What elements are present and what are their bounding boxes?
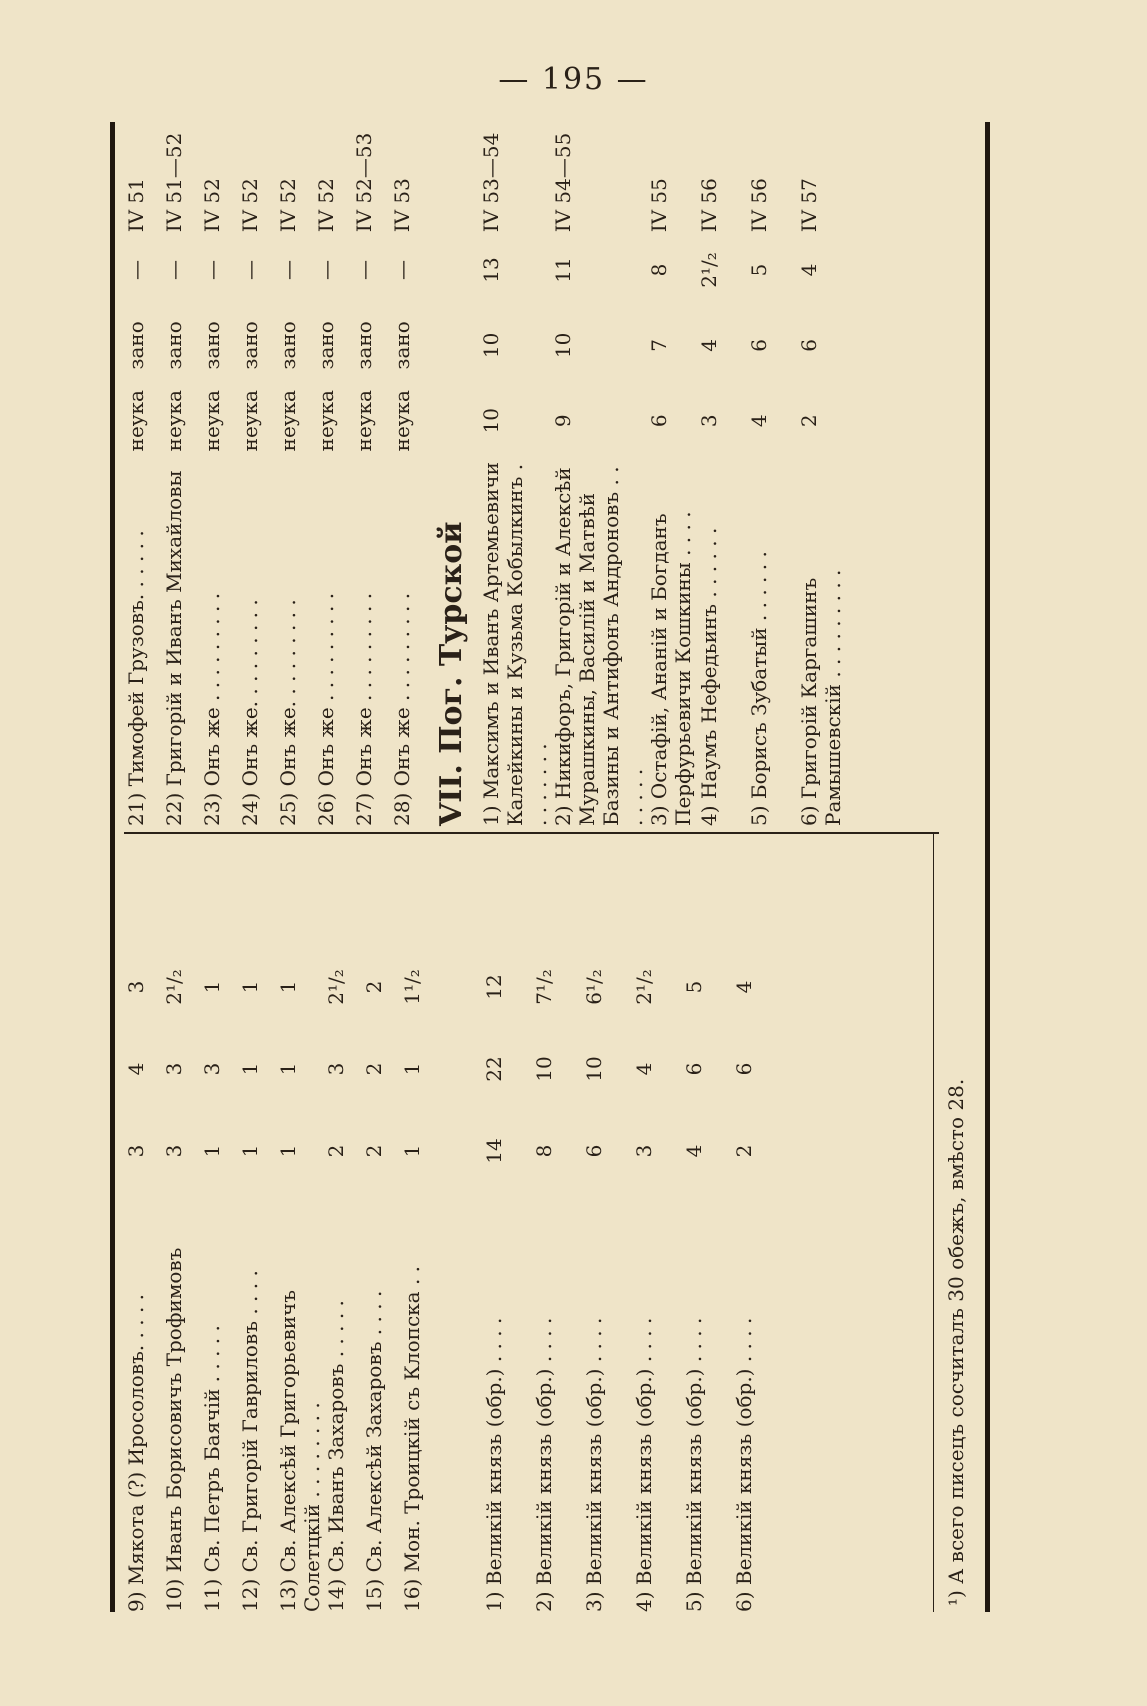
- row-reference: IV 54—55: [551, 132, 575, 233]
- row-value-2: 10: [479, 332, 503, 359]
- table-row: [482, 840, 532, 1612]
- row-value-3: 7¹/₂: [532, 969, 556, 1005]
- table-row: [362, 840, 400, 1612]
- row-value-2: 1: [276, 1062, 300, 1076]
- row-value-3: —: [200, 259, 224, 280]
- table-row: [479, 122, 551, 826]
- table-row: [238, 122, 276, 826]
- row-value-1: неука: [124, 390, 148, 452]
- table-row: [400, 840, 438, 1612]
- row-name: 24) Онъ же. . . . . . . . .: [238, 599, 262, 826]
- row-name: 4) Великій князь (обр.) . . . .: [632, 1317, 656, 1612]
- row-reference: IV 51: [124, 178, 148, 233]
- row-name: 21) Тимофей Грузовъ. . . . . .: [124, 530, 148, 826]
- row-value-1: 3: [632, 1144, 656, 1158]
- row-value-3: 5: [682, 980, 706, 994]
- table-row: [162, 122, 200, 826]
- row-value-3: 5: [747, 263, 771, 277]
- row-value-3: —: [314, 259, 338, 280]
- table-row: [238, 840, 276, 1612]
- row-name: 3) Остафій, Ананій и Богданъ Перфурьевичи Кошкины . . . .: [647, 511, 695, 826]
- left-half-table: [124, 840, 782, 1612]
- row-reference: IV 52: [314, 178, 338, 233]
- row-value-2: 4: [124, 1062, 148, 1076]
- table-row: [582, 840, 632, 1612]
- row-value-3: —: [276, 259, 300, 280]
- row-name: 23) Онъ же . . . . . . . . .: [200, 592, 224, 826]
- row-name: 5) Борисъ Зубатый . . . . . .: [747, 551, 771, 826]
- row-value-2: зано: [238, 321, 262, 370]
- row-value-1: неука: [238, 390, 262, 452]
- row-value-2: 7: [647, 338, 671, 352]
- table-row: [682, 840, 732, 1612]
- row-value-3: 2: [362, 980, 386, 994]
- row-value-2: 3: [162, 1062, 186, 1076]
- table-row: [747, 122, 797, 826]
- row-value-3: 8: [647, 263, 671, 277]
- row-value-2: 10: [551, 332, 575, 359]
- row-reference: IV 57: [797, 178, 821, 233]
- row-value-3: 1: [200, 980, 224, 994]
- row-reference: IV 55: [647, 178, 671, 233]
- right-half-table: [124, 122, 847, 826]
- row-value-2: 6: [682, 1062, 706, 1076]
- row-value-2: 1: [238, 1062, 262, 1076]
- row-value-1: 4: [682, 1144, 706, 1158]
- row-value-3: 1: [238, 980, 262, 994]
- row-name: 1) Великій князь (обр.) . . . .: [482, 1317, 506, 1612]
- row-reference: IV 52—53: [352, 132, 376, 233]
- row-name: 26) Онъ же . . . . . . . . .: [314, 592, 338, 826]
- row-value-2: 6: [797, 338, 821, 352]
- row-name: 2) Великій князь (обр.) . . . .: [532, 1317, 556, 1612]
- row-value-2: 22: [482, 1056, 506, 1082]
- rotated-table: [110, 122, 990, 1612]
- row-name: 6) Великій князь (обр.) . . . .: [732, 1317, 756, 1612]
- row-value-2: 4: [632, 1062, 656, 1076]
- row-name: 13) Св. Алексѣй Григорьевичъ Солетцкій . . . . . . . .: [276, 1290, 324, 1612]
- row-value-2: зано: [124, 321, 148, 370]
- row-value-3: 1¹/₂: [400, 969, 424, 1005]
- table-row: [352, 122, 390, 826]
- row-value-2: 10: [582, 1056, 606, 1082]
- table-row: [390, 122, 428, 826]
- row-reference: IV 52: [200, 178, 224, 233]
- row-value-1: 2: [324, 1144, 348, 1158]
- row-value-1: неука: [162, 390, 186, 452]
- row-value-3: 2¹/₂: [162, 969, 186, 1005]
- row-value-1: 3: [124, 1144, 148, 1158]
- row-name: 9) Мякота (?) Иросоловъ. . . . .: [124, 1293, 148, 1612]
- row-value-1: неука: [276, 390, 300, 452]
- table-row: [276, 840, 324, 1612]
- row-value-3: 4: [797, 263, 821, 277]
- row-value-2: 3: [324, 1062, 348, 1076]
- row-name: 28) Онъ же . . . . . . . . .: [390, 592, 414, 826]
- row-value-1: 10: [479, 407, 503, 434]
- footnote: ¹) А всего писецъ сосчиталъ 30 обежъ, вмѣсто 28.: [944, 1078, 968, 1606]
- table-row: [632, 840, 682, 1612]
- table-row: [697, 122, 747, 826]
- row-name: 3) Великій князь (обр.) . . . .: [582, 1317, 606, 1612]
- row-value-3: 2¹/₂: [324, 969, 348, 1005]
- row-name: 16) Мон. Троицкій съ Клопска . .: [400, 1265, 424, 1612]
- row-name: 5) Великій князь (обр.) . . . .: [682, 1317, 706, 1612]
- row-value-1: 4: [747, 414, 771, 428]
- row-value-1: неука: [200, 390, 224, 452]
- row-value-1: 1: [238, 1144, 262, 1158]
- row-reference: IV 52: [238, 178, 262, 233]
- row-value-1: 14: [482, 1138, 506, 1164]
- row-value-3: 13: [479, 257, 503, 283]
- row-value-3: 2¹/₂: [632, 969, 656, 1005]
- row-value-2: зано: [162, 321, 186, 370]
- row-value-1: 9: [551, 414, 575, 428]
- row-reference: IV 56: [747, 178, 771, 233]
- row-value-1: 1: [400, 1144, 424, 1158]
- row-value-1: неука: [314, 390, 338, 452]
- row-value-3: —: [352, 259, 376, 280]
- row-value-3: 12: [482, 974, 506, 1000]
- row-value-1: 1: [276, 1144, 300, 1158]
- row-value-3: —: [162, 259, 186, 280]
- row-value-1: 1: [200, 1144, 224, 1158]
- row-value-1: 3: [697, 414, 721, 428]
- row-name: 14) Св. Иванъ Захаровъ . . . . .: [324, 1300, 348, 1612]
- row-value-1: 3: [162, 1144, 186, 1158]
- row-name: 15) Св. Алексѣй Захаровъ . . . .: [362, 1290, 386, 1612]
- footnote-rule: [933, 832, 934, 1612]
- row-value-2: 6: [732, 1062, 756, 1076]
- row-reference: IV 56: [697, 178, 721, 233]
- row-name: 12) Св. Григорій Гавриловъ . . . .: [238, 1270, 262, 1612]
- row-name: 11) Св. Петръ Баячій . . . . .: [200, 1325, 224, 1612]
- row-value-2: 4: [697, 338, 721, 352]
- row-value-2: 6: [747, 338, 771, 352]
- table-row: [276, 122, 314, 826]
- row-value-2: 1: [400, 1062, 424, 1076]
- row-value-2: зано: [390, 321, 414, 370]
- row-value-3: —: [238, 259, 262, 280]
- row-reference: IV 52: [276, 178, 300, 233]
- row-reference: IV 53: [390, 178, 414, 233]
- row-value-3: 1: [276, 980, 300, 994]
- column-separator: [124, 832, 939, 834]
- row-name: 10) Иванъ Борисовичъ Трофимовъ: [162, 1247, 186, 1612]
- row-value-2: зано: [352, 321, 376, 370]
- row-value-3: 2¹/₂: [697, 252, 721, 288]
- section-title: VII. Пог. Турской: [434, 521, 469, 826]
- row-value-1: неука: [352, 390, 376, 452]
- table-row: [124, 840, 162, 1612]
- table-row: [551, 122, 647, 826]
- table-row: [732, 840, 782, 1612]
- row-value-2: зано: [276, 321, 300, 370]
- table-row: [647, 122, 697, 826]
- table-row: [200, 122, 238, 826]
- row-value-3: 4: [732, 980, 756, 994]
- row-value-2: зано: [314, 321, 338, 370]
- row-value-1: 2: [362, 1144, 386, 1158]
- row-value-3: —: [124, 259, 148, 280]
- table-row: [124, 122, 162, 826]
- row-reference: IV 53—54: [479, 132, 503, 233]
- row-value-1: неука: [390, 390, 414, 452]
- table-row: [162, 840, 200, 1612]
- table-row: [200, 840, 238, 1612]
- top-rule: [110, 122, 115, 1612]
- row-value-1: 2: [797, 414, 821, 428]
- row-value-2: 3: [200, 1062, 224, 1076]
- table-row: [324, 840, 362, 1612]
- bottom-rule: [985, 122, 990, 1612]
- section-spacer: [438, 840, 482, 1612]
- row-name: 2) Никифоръ, Григорій и Алексѣй Мурашкины, Василій и Матвѣй Базины и Антифонъ Андроновъ . . . . . . .: [551, 466, 647, 826]
- row-value-3: —: [390, 259, 414, 280]
- row-name: 4) Наумъ Нефедьинъ . . . . . .: [697, 527, 721, 826]
- row-name: 25) Онъ же. . . . . . . . .: [276, 599, 300, 826]
- table-row: [314, 122, 352, 826]
- row-value-2: 2: [362, 1062, 386, 1076]
- row-name: 6) Григорій Каргашинъ Рамышевскій . . . . . . . . .: [797, 569, 845, 826]
- page-number: — 195 —: [498, 62, 649, 97]
- row-reference: IV 51—52: [162, 132, 186, 233]
- row-value-1: 6: [582, 1144, 606, 1158]
- row-value-1: 6: [647, 414, 671, 428]
- row-value-3: 3: [124, 980, 148, 994]
- row-name: 22) Григорій и Иванъ Михайловы: [162, 470, 186, 826]
- table-row: [797, 122, 847, 826]
- row-value-1: 8: [532, 1144, 556, 1158]
- row-value-3: 11: [551, 257, 575, 283]
- row-name: 27) Онъ же . . . . . . . . .: [352, 592, 376, 826]
- row-value-2: 10: [532, 1056, 556, 1082]
- table-row: [532, 840, 582, 1612]
- row-value-2: зано: [200, 321, 224, 370]
- row-name: 1) Максимъ и Иванъ Артемьевичи Калейкины и Кузьма Кобылкинъ . . . . . . . .: [479, 462, 551, 826]
- row-value-1: 2: [732, 1144, 756, 1158]
- row-value-3: 6¹/₂: [582, 969, 606, 1005]
